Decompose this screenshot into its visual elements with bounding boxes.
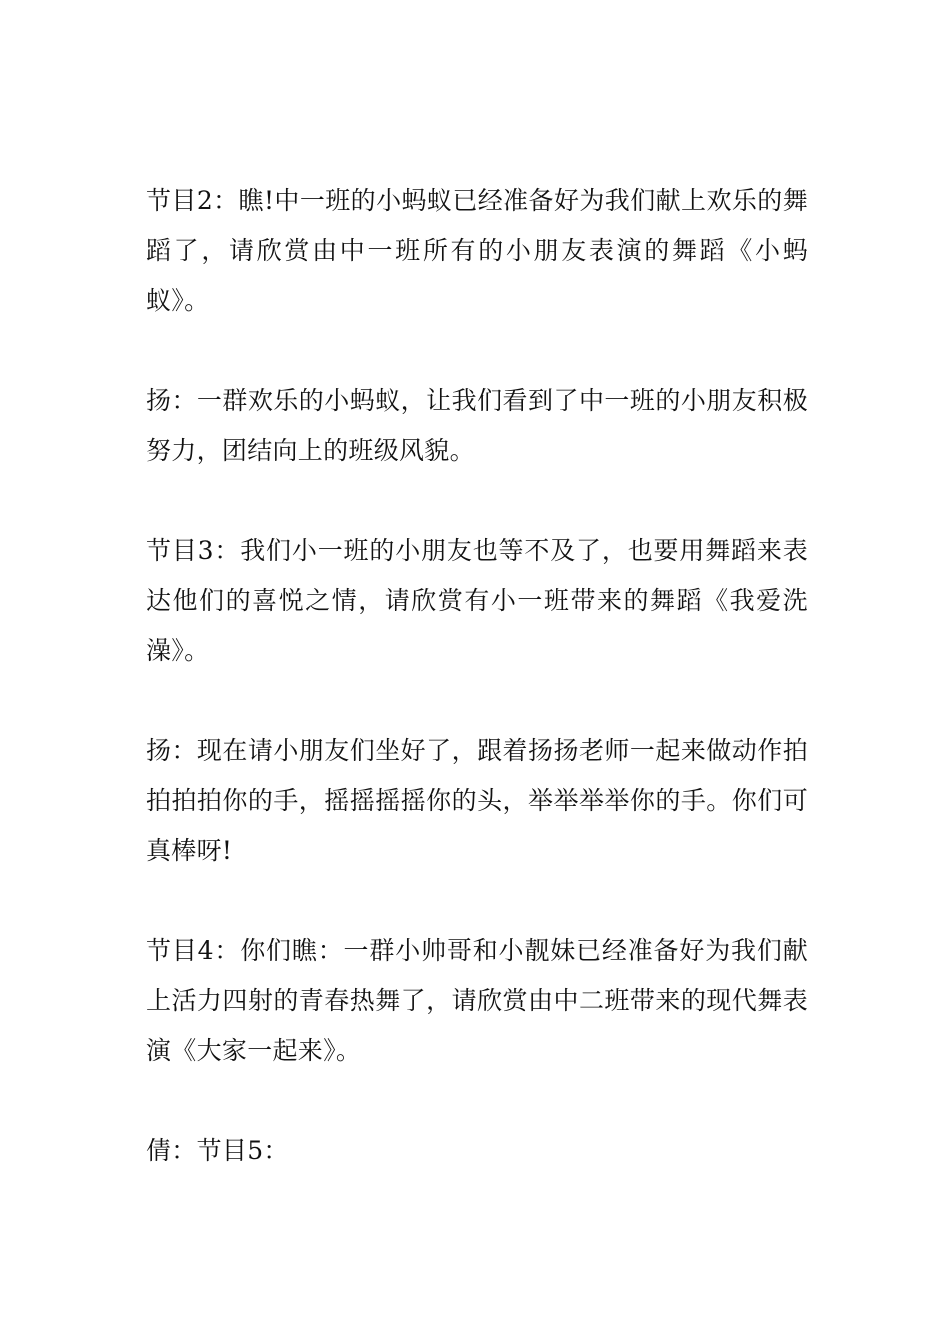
paragraph-program-3: 节目3：我们小一班的小朋友也等不及了，也要用舞蹈来表达他们的喜悦之情，请欣赏有小一班带来的舞蹈《我爱洗澡》。 bbox=[146, 536, 808, 665]
paragraph-yang-comment-1: 扬：一群欢乐的小蚂蚁，让我们看到了中一班的小朋友积极努力，团结向上的班级风貌。 bbox=[146, 386, 808, 465]
document-body bbox=[146, 176, 808, 1226]
paragraph-yang-comment-2: 扬：现在请小朋友们坐好了，跟着扬扬老师一起来做动作拍拍拍拍你的手，摇摇摇摇你的头，举举举举你的手。你们可真棒呀! bbox=[146, 736, 808, 865]
paragraph-program-4: 节目4：你们瞧：一群小帅哥和小靓妹已经准备好为我们献上活力四射的青春热舞了，请欣赏由中二班带来的现代舞表演《大家一起来》。 bbox=[146, 936, 808, 1065]
paragraph-qian-program-5: 倩：节目5： bbox=[146, 1136, 289, 1165]
paragraph-program-2: 节目2：瞧!中一班的小蚂蚁已经准备好为我们献上欢乐的舞蹈了，请欣赏由中一班所有的小朋友表演的舞蹈《小蚂蚁》。 bbox=[146, 186, 808, 315]
